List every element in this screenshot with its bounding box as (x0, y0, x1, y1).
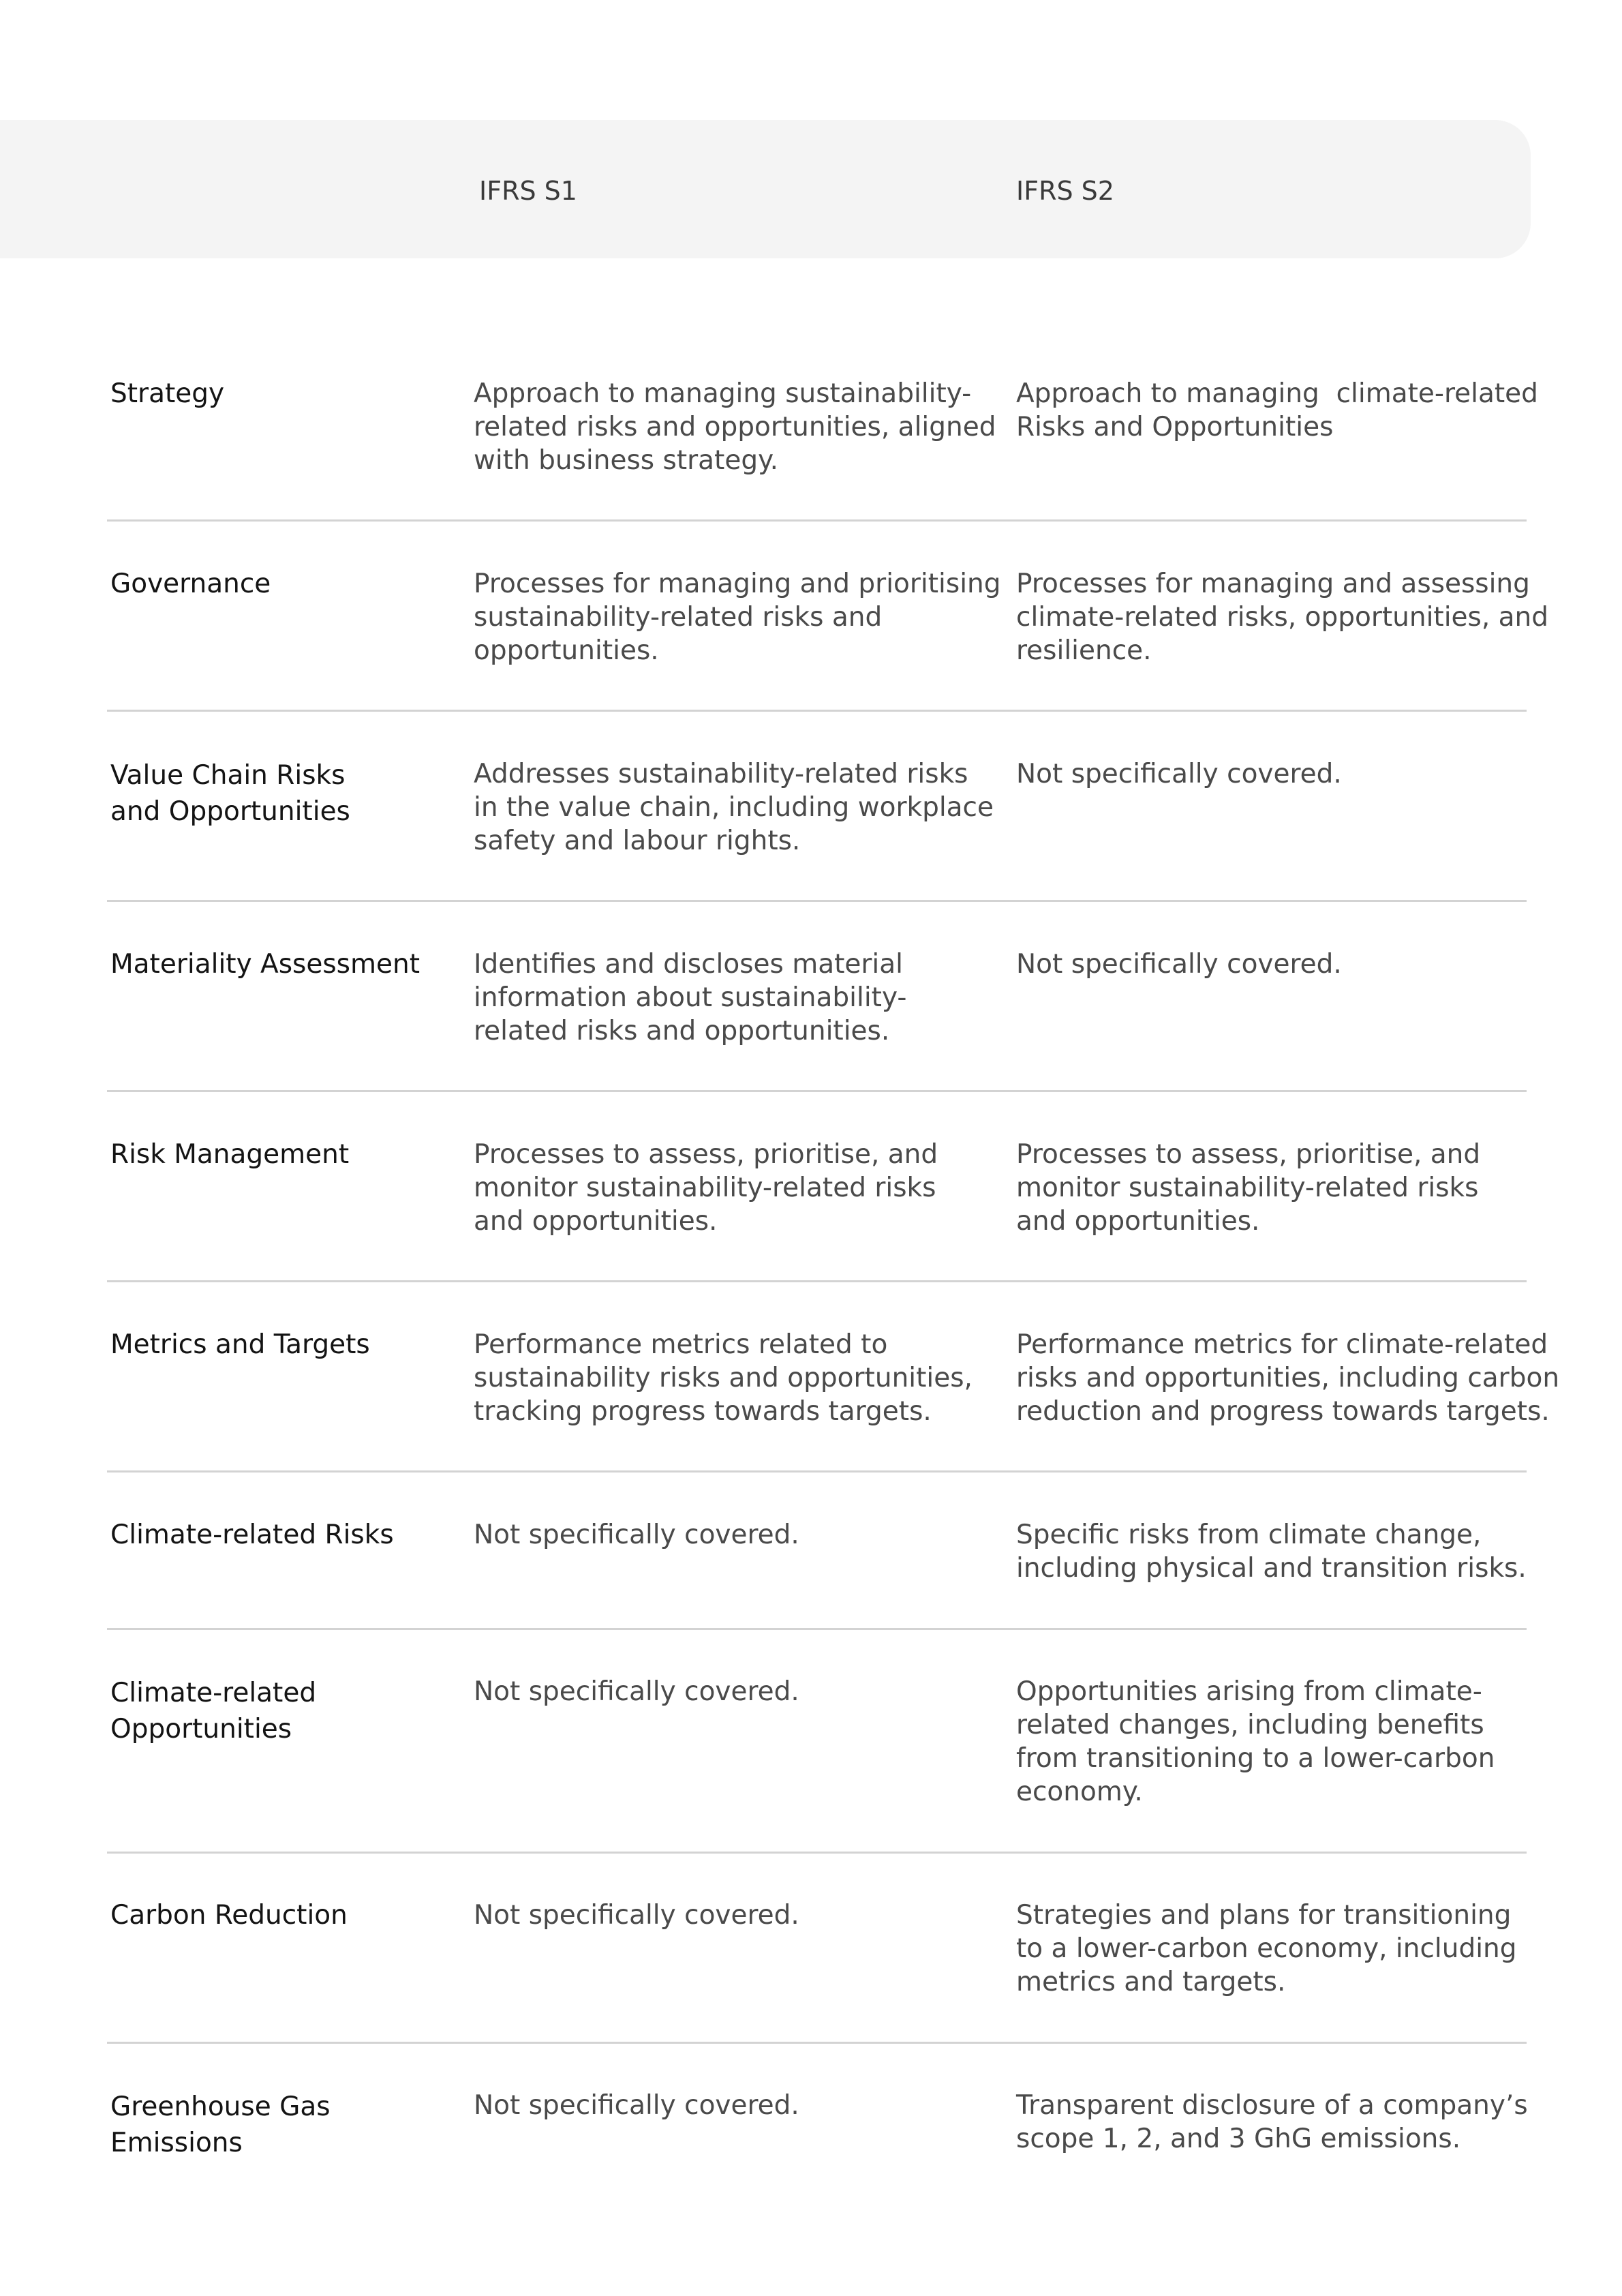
row-topic: Carbon Reduction (110, 1900, 348, 1931)
ifrs-s2-description: Strategies and plans for transitioning to a lower-carbon economy, including metrics and targets. (1016, 1900, 1517, 1997)
ifrs-s1-description: Performance metrics related to sustainability risks and opportunities, tracking progress towards targets. (474, 1329, 973, 1427)
ifrs-s2-description: Processes for managing and assessing climate-related risks, opportunities, and resilience. (1016, 569, 1549, 666)
row-divider (107, 710, 1527, 712)
ifrs-s1-description: Addresses sustainability-related risks in the value chain, including workplace safety and labour rights. (474, 759, 994, 856)
ifrs-s2-description: Approach to managing climate-related Risks and Opportunities (1016, 378, 1538, 442)
row-divider (107, 519, 1527, 522)
row-topic: Climate-related Risks (110, 1520, 394, 1550)
ifrs-s1-description: Processes to assess, prioritise, and monitor sustainability-related risks and opportunities. (474, 1139, 938, 1237)
ifrs-s1-description: Not specifically covered. (474, 1900, 799, 1931)
ifrs-s2-description: Processes to assess, prioritise, and monitor sustainability-related risks and opportunities. (1016, 1139, 1481, 1237)
ifrs-s2-description: Opportunities arising from climate- related changes, including benefits from transitioning to a lower-carbon economy. (1016, 1676, 1495, 1807)
ifrs-s1-description: Approach to managing sustainability- related risks and opportunities, aligned with business strategy. (474, 378, 996, 476)
row-divider (107, 1090, 1527, 1092)
ifrs-s1-description: Not specifically covered. (474, 2090, 799, 2121)
row-divider (107, 1628, 1527, 1630)
ifrs-s1-description: Processes for managing and prioritising sustainability-related risks and opportunities. (474, 569, 1001, 666)
row-divider (107, 2042, 1527, 2044)
ifrs-s1-description: Not specifically covered. (474, 1676, 799, 1707)
row-topic: Value Chain Risks and Opportunities (110, 760, 350, 827)
ifrs-s1-description: Identifies and discloses material information about sustainability- related risks and opportunities. (474, 949, 907, 1046)
ifrs-s2-description: Specific risks from climate change, including physical and transition risks. (1016, 1520, 1527, 1584)
row-divider (107, 1470, 1527, 1472)
row-topic: Strategy (110, 378, 225, 409)
row-divider (107, 1280, 1527, 1282)
row-topic: Metrics and Targets (110, 1329, 370, 1360)
row-divider (107, 900, 1527, 902)
ifrs-s2-description: Not specifically covered. (1016, 949, 1342, 980)
row-topic: Materiality Assessment (110, 949, 420, 980)
ifrs-s1-description: Not specifically covered. (474, 1520, 799, 1550)
ifrs-s2-description: Transparent disclosure of a company’s scope 1, 2, and 3 GhG emissions. (1016, 2090, 1528, 2154)
row-topic: Governance (110, 569, 271, 599)
table-header-bar (0, 120, 1531, 258)
ifrs-s2-description: Not specifically covered. (1016, 759, 1342, 789)
row-topic: Greenhouse Gas Emissions (110, 2091, 331, 2158)
column-header-ifrs-s1: IFRS S1 (479, 176, 577, 206)
row-divider (107, 1852, 1527, 1854)
row-topic: Risk Management (110, 1139, 350, 1170)
ifrs-s2-description: Performance metrics for climate-related risks and opportunities, including carbon reduction and progress towards targets. (1016, 1329, 1560, 1427)
row-topic: Climate-related Opportunities (110, 1678, 317, 1744)
column-header-ifrs-s2: IFRS S2 (1016, 176, 1114, 206)
